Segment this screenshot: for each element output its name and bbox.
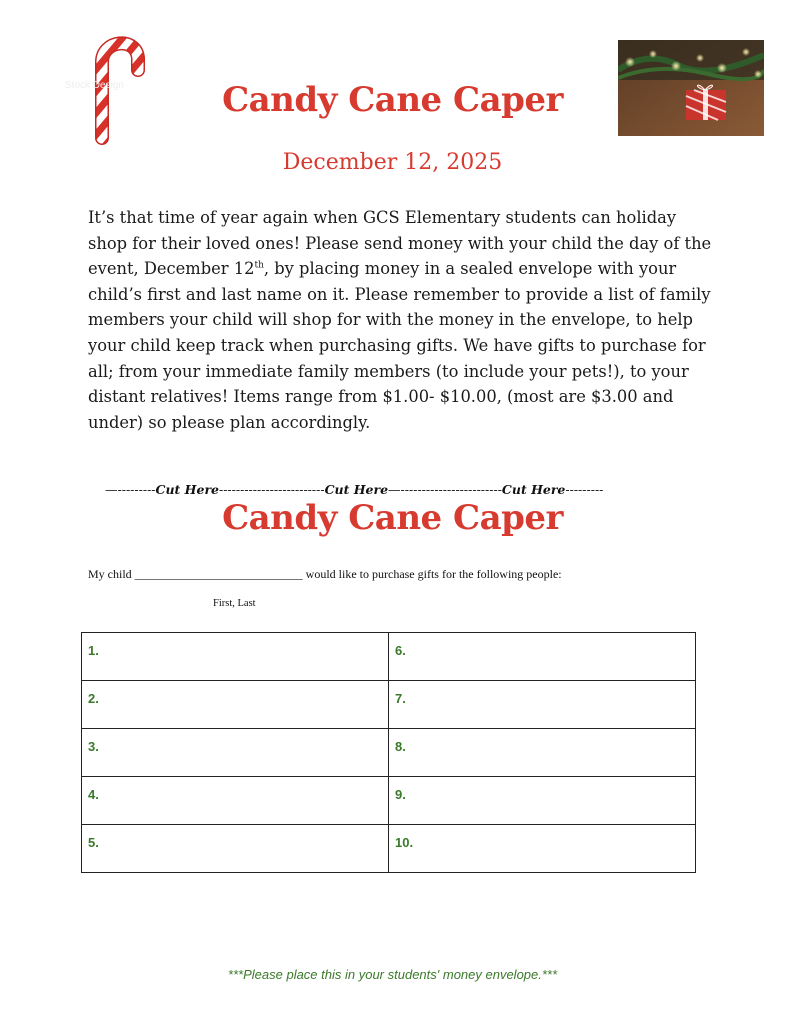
gift-recipients-table [81,632,696,873]
cut-here-label-3: Cut Here [501,482,566,497]
body-paragraph [88,205,718,435]
body-text-part1: It’s that time of year again when GCS Elementary students can holiday shop for their loved ones! Please send money with your child the day of the event, December 12 [88,208,712,279]
page-title: Candy Cane Caper [222,80,563,120]
first-last-hint: First, Last [213,598,256,609]
cut-dash-4: --------- [565,482,604,497]
cut-dash-1: —--------- [105,482,156,497]
recipient-cell-9[interactable]: 9. [389,777,696,825]
footer-note: ***Please place this in your students' money envelope.*** [227,967,558,982]
table-row [82,633,696,681]
recipient-cell-8[interactable]: 8. [389,729,696,777]
cut-here-label-2: Cut Here [324,482,389,497]
cut-dash-2: ------------------------- [218,482,325,497]
cut-here-label-1: Cut Here [155,482,219,497]
recipient-cell-10[interactable]: 10. [389,825,696,873]
body-text-superscript: th [254,260,264,271]
table-row [82,777,696,825]
recipient-cell-5[interactable]: 5. [82,825,389,873]
cut-dash-3: —------------------------ [388,482,502,497]
watermark-text: Stock Design [65,80,124,91]
cut-here-line [105,482,705,497]
recipient-cell-2[interactable]: 2. [82,681,389,729]
form-title: Candy Cane Caper [222,498,563,538]
child-name-line: My child ____________________________ would like to purchase gifts for the following people: [88,567,562,581]
table-row [82,825,696,873]
body-text-part2: , by placing money in a sealed envelope with your child’s first and last name on it. Please remember to provide a list of family members your child will shop for with the money in the envelope, to help your child keep track when purchasing gifts. We have gifts to purchase for all; from your immediate family members (to include your pets!), to your distant relatives! Items range from $1.00- $10.00, (most are $3.00 and under) so please plan accordingly. [88,259,711,432]
table-row [82,729,696,777]
recipient-cell-6[interactable]: 6. [389,633,696,681]
recipient-cell-4[interactable]: 4. [82,777,389,825]
recipient-cell-3[interactable]: 3. [82,729,389,777]
table-row [82,681,696,729]
event-date: December 12, 2025 [282,150,503,175]
recipient-cell-7[interactable]: 7. [389,681,696,729]
recipient-cell-1[interactable]: 1. [82,633,389,681]
